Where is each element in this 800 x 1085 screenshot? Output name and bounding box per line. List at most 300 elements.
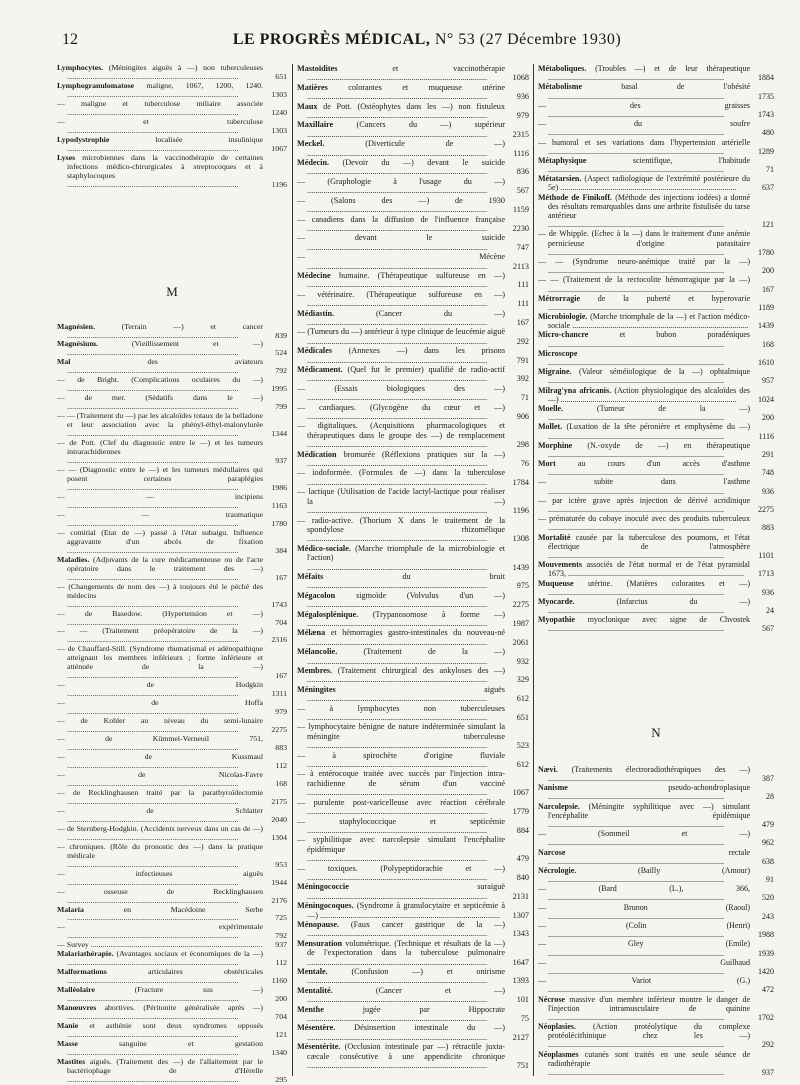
entry-text: — de Schlatter [57, 806, 263, 815]
index-entry [57, 645, 287, 681]
entry-page-number: 111 [517, 280, 529, 290]
entry-text: (Marche triomphale de la —) et l'action médico-sociale [548, 312, 751, 331]
entry-headword: Nécrologie. [538, 865, 577, 875]
entry-text: — de Kohler au niveau du semi-lunaire [57, 717, 263, 726]
index-entry [538, 579, 774, 597]
entry-page-number: 1610 [758, 358, 774, 367]
leader-dots: ........................................................................................ [548, 930, 724, 940]
entry-text: articulaires obstétricales [148, 968, 263, 977]
leader-dots: ........................................................................................ [67, 931, 239, 941]
index-entry [57, 118, 287, 136]
index-entry [57, 556, 287, 583]
entry-page-number: 638 [762, 856, 774, 866]
entry-headword: Menthe [297, 1004, 324, 1014]
entry-text: — prématurée du cobaye inoculé avec des produits tuberculeux [538, 514, 750, 524]
entry-page-number: 200 [762, 413, 774, 423]
leader-dots: ........................................................................................ [307, 393, 488, 403]
entry-headword: Mortalité [538, 532, 571, 542]
entry-text: — — traumatique [57, 510, 263, 519]
index-entry [538, 422, 774, 440]
leader-dots: ........................................................................................ [67, 617, 239, 627]
leader-dots: ........................................................................................ [67, 1074, 239, 1084]
index-entry [538, 404, 774, 422]
entry-headword: Manœuvres [57, 1004, 97, 1013]
entry-page-number: 479 [762, 819, 774, 829]
entry-page-number: 953 [275, 859, 287, 869]
entry-page-number: 71 [766, 165, 774, 175]
leader-dots: ........................................................................................ [307, 129, 488, 139]
entry-text: — à entérocoque traitée avec succès par l'injection intra-rachidienne de sérum d'un vacciné [297, 769, 505, 788]
entry-text: — Mécène [297, 252, 505, 262]
index-entry [57, 825, 287, 843]
entry-text: (Traitement de la —) [363, 647, 506, 657]
entry-page-number: 651 [275, 71, 287, 81]
entry-text: — de Recklinghausen traité par la parathyroïdectomie [57, 788, 263, 797]
entry-text: (Adjuvants de la cure médicamenteuse ou de l'acte opératoire dans le traitement des —) [67, 555, 263, 573]
leader-dots: ........................................................................................ [548, 165, 724, 175]
entry-text: (Traitements électroradiothérapiques des —) [571, 764, 750, 774]
leader-dots: ........................................................................................ [67, 330, 239, 340]
entry-page-number: 243 [762, 911, 774, 921]
leader-dots: ........................................................................................ [67, 545, 239, 555]
entry-text: humaine. (Thérapeutique sulfureuse en —) [339, 270, 505, 280]
entry-text: associés de l'état normal et de l'état pyramidal 1673, [548, 560, 751, 579]
entry-text: du bruit [402, 571, 505, 581]
entry-page-number: 747 [516, 242, 529, 252]
entry-page-number: 1116 [513, 148, 529, 158]
leader-dots: ........................................................................................ [307, 374, 488, 384]
entry-headword: Mélæna [297, 628, 326, 638]
index-entry [57, 735, 287, 753]
leader-dots: ........................................................................................ [307, 562, 488, 572]
entry-page-number: 792 [275, 366, 287, 376]
index-entry [57, 807, 287, 825]
leader-dots: ........................................................................................ [67, 994, 239, 1004]
entry-text: (Vieillissement et —) [131, 340, 264, 349]
entry-page-number: 791 [516, 355, 529, 365]
index-entry [57, 906, 287, 924]
entry-text: rectale [728, 847, 750, 857]
index-entry [297, 882, 529, 901]
entry-text: — de Hodgkin [57, 681, 263, 690]
leader-dots: ........................................................................................ [67, 671, 239, 681]
entry-page-number: 1289 [758, 146, 774, 156]
leader-dots: ........................................................................................ [548, 266, 724, 276]
entry-headword: Microscope [538, 348, 578, 358]
entry-text: — et tuberculose [57, 117, 263, 126]
index-entry [57, 511, 287, 529]
entry-text: scientifique, l'habitude [632, 155, 751, 165]
leader-dots: ........................................................................................ [307, 788, 488, 798]
leader-dots: ........................................................................................ [548, 856, 724, 866]
entry-headword: Maux [297, 101, 318, 111]
entry-page-number: 1160 [271, 976, 287, 986]
entry-headword: Métrorragie [538, 293, 581, 303]
entry-text: — — (Traitement du —) par les alcaloïdes totaux de la belladone et leur association avec la phényl-éthyl-malonylurée [57, 412, 263, 430]
leader-dots: ........................................................................................ [67, 179, 239, 189]
entry-text: — de Kussmaul [57, 753, 263, 762]
index-entry [297, 1005, 529, 1024]
entry-page-number: 112 [275, 958, 287, 968]
entry-page-number: 292 [762, 1040, 774, 1050]
index-entry [57, 493, 287, 511]
index-entry [538, 330, 774, 348]
entry-page-number: 1307 [512, 910, 529, 920]
index-entry [57, 323, 287, 341]
entry-text: (Valeur séméiologique de la —) ophtalmique [578, 367, 751, 377]
index-entry [57, 64, 287, 82]
entry-text: — devant le suicide [297, 233, 505, 243]
entry-page-number: 979 [275, 707, 287, 717]
entry-headword: Mouvements [538, 560, 582, 570]
entry-text: (Méthode des injections iodées) a donné des résultats remarquables dans une arthrite fistulisée du tarse antérieur [548, 192, 751, 220]
entry-page-number: 1944 [271, 877, 287, 887]
entry-page-number: 1240 [271, 107, 287, 117]
index-entry [297, 468, 529, 487]
entry-page-number: 480 [762, 128, 774, 138]
entry-headword: Mélancolie. [297, 647, 338, 657]
entry-page-number: 1779 [512, 807, 529, 817]
entry-headword: Médication [297, 449, 337, 459]
entry-headword: Mégalosplénique. [297, 609, 359, 619]
leader-dots: ........................................................................................ [67, 107, 239, 117]
entry-text: (Bailly (Amour) [638, 865, 750, 875]
entry-text: — comitial (Etat de —) passé à l'état subaigu. Influence aggravante d'un abcès de fixation [57, 528, 263, 546]
entry-page-number: 101 [516, 995, 529, 1005]
index-entry [57, 843, 287, 870]
entry-page-number: 2176 [271, 895, 287, 905]
entry-page-number: 1439 [758, 321, 774, 331]
entry-headword: Muqueuse [538, 578, 574, 588]
index-entry [57, 439, 287, 466]
entry-page-number: 612 [516, 760, 529, 770]
entry-page-number: 936 [762, 486, 774, 496]
entry-text: — à spirochète d'origine fluviale [297, 750, 505, 760]
leader-dots: ........................................................................................ [67, 761, 239, 770]
entry-headword: Mésentère. [297, 1023, 336, 1033]
index-entry [538, 829, 774, 847]
entry-text: volumétrique. (Technique et résultats de la —) de l'expectoration dans la tuberculose pulmonaire [307, 938, 506, 958]
entry-page-number: 936 [516, 92, 529, 102]
index-entry [297, 704, 529, 723]
index-entry [538, 496, 774, 514]
entry-headword: Métatarsien. [538, 174, 582, 184]
entry-page-number: 200 [762, 266, 774, 276]
entry-text: (Trypanosomose à forme —) [372, 609, 505, 619]
entry-text: (N.-oxyde de —) en thérapeutique [587, 440, 751, 450]
leader-dots: ........................................................................................ [307, 675, 488, 685]
index-column-middle [297, 64, 529, 1070]
index-entry [297, 544, 529, 572]
index-entry [538, 349, 774, 367]
entry-page-number: 1163 [271, 500, 287, 510]
index-entry [538, 229, 774, 257]
entry-text: — du soufre [538, 119, 750, 129]
index-entry [297, 835, 529, 863]
leader-dots: ........................................................................................ [548, 413, 724, 423]
leader-dots: ........................................................................................ [548, 468, 724, 478]
leader-dots: ........................................................................................ [67, 913, 239, 923]
entry-text: (Traitement chirurgical des ankyloses des —) [337, 666, 505, 675]
leader-dots: ........................................................................................ [67, 384, 239, 394]
leader-dots: ........................................................................................ [307, 600, 488, 610]
entry-page-number: 651 [516, 713, 529, 723]
index-entry [57, 82, 287, 100]
index-entry [297, 798, 529, 817]
entry-page-number: 1884 [758, 73, 774, 83]
leader-dots: ........................................................................................ [548, 911, 724, 921]
leader-dots: ........................................................................................ [67, 976, 239, 986]
entry-page-number: 840 [516, 872, 529, 882]
index-entry [297, 986, 529, 1005]
entry-text: Désinsertion intestinale du —) [354, 1023, 506, 1033]
entry-text: — des graisses [538, 100, 750, 110]
index-entry [538, 533, 774, 561]
index-entry [297, 751, 529, 770]
index-entry [297, 516, 529, 544]
index-entry [57, 941, 287, 950]
entry-page-number: 725 [275, 913, 287, 923]
leader-dots: ........................................................................................ [67, 778, 239, 788]
entry-page-number: 2131 [512, 891, 529, 901]
entry-text: — osseuse de Recklinghausen [57, 887, 263, 896]
entry-page-number: 1196 [512, 506, 529, 516]
index-entry [57, 376, 287, 394]
entry-page-number: 1304 [271, 832, 287, 842]
leader-dots: ........................................................................................ [307, 807, 488, 817]
index-column-left [57, 64, 287, 1085]
leader-dots: ........................................................................................ [307, 92, 488, 102]
index-entry [297, 327, 529, 346]
index-entry [57, 394, 287, 412]
leader-dots: ........................................................................................ [548, 73, 724, 83]
entry-text: (Aspect radiologique de l'extrémité postérieure du 5e) [548, 174, 751, 193]
entry-page-number: 1743 [758, 109, 774, 119]
index-entry [297, 450, 529, 469]
section-spacer [538, 743, 774, 765]
leader-dots: ........................................................................................ [548, 893, 724, 903]
leader-dots: ........................................................................................ [548, 302, 724, 312]
leader-dots: ........................................................................................ [307, 506, 488, 516]
index-entry [297, 102, 529, 121]
index-entry [538, 1050, 774, 1078]
index-entry [297, 365, 529, 384]
entry-text: — de Bright. (Complications oculaires du —) [57, 376, 263, 385]
entry-page-number: 1303 [271, 125, 287, 135]
entry-text: (Annexes —) dans les prisons [348, 346, 506, 356]
index-entry [297, 196, 529, 215]
issue-info: N° 53 (27 Décembre 1930) [434, 31, 622, 48]
entry-headword: Mal [57, 358, 71, 367]
section-letter: M [166, 283, 178, 299]
entry-headword: Mastites [57, 1057, 86, 1066]
entry-headword: Médecine [297, 270, 331, 280]
entry-headword: Narcolepsie. [538, 801, 580, 811]
journal-name: LE PROGRÈS MÉDICAL, [232, 31, 431, 48]
entry-text: — de mer. (Sédatifs dans le —) [57, 394, 263, 403]
entry-headword: Matières [297, 82, 328, 92]
leader-dots: ........................................................................................ [307, 995, 488, 1005]
entry-headword: Mensuration [297, 938, 343, 948]
entry-text: (Action physiologique des alcaloïdes des —) [548, 385, 750, 404]
entry-page-number: 1713 [758, 569, 774, 579]
index-entry [538, 138, 774, 156]
entry-text: en Macédoine Serbe [123, 905, 263, 914]
index-entry [297, 421, 529, 449]
entry-page-number: 2275 [271, 725, 287, 735]
entry-page-number: 979 [516, 111, 529, 121]
index-entry [57, 100, 287, 118]
entry-page-number: 567 [762, 624, 774, 634]
entry-headword: Masse [57, 1040, 78, 1049]
index-entry [57, 968, 287, 986]
entry-text: basal de l'obésité [621, 82, 751, 92]
index-entry [538, 64, 774, 82]
entry-headword: Méningococcie [297, 882, 349, 892]
entry-page-number: 76 [520, 459, 529, 469]
index-entry [57, 154, 287, 190]
leader-dots: ........................................................................................ [67, 71, 239, 81]
entry-headword: Médecin. [297, 158, 330, 168]
entry-headword: Méningites [297, 684, 336, 694]
leader-dots: ........................................................................................ [67, 1030, 239, 1040]
entry-text: — de Basedow. (Hypertension et —) [57, 609, 263, 618]
index-entry [538, 958, 774, 976]
index-entry [538, 848, 774, 866]
entry-page-number: 1303 [271, 89, 287, 99]
leader-dots: ........................................................................................ [67, 143, 239, 153]
leader-dots: ........................................................................................ [67, 707, 239, 717]
entry-text: utérine. (Matières colorantes et —) [588, 578, 750, 588]
leader-dots: ........................................................................................ [67, 572, 239, 582]
entry-text: — (Sommeil et —) [538, 829, 750, 839]
index-entry [57, 466, 287, 493]
entry-text: — (Tumeurs du —) antérieur à type clinique de leucémie aiguë [297, 327, 505, 337]
entry-text: au cours d'un accès d'asthme [577, 459, 751, 469]
entry-text: sigmoïde (Volvulus d'un —) [356, 590, 506, 600]
entry-headword: Médico-sociale. [297, 543, 351, 553]
leader-dots: ........................................................................................ [67, 743, 239, 753]
leader-dots: ........................................................................................ [67, 402, 239, 412]
leader-dots: ........................................................................................ [548, 486, 724, 496]
entry-headword: Médicales [297, 346, 333, 356]
entry-page-number: 167 [275, 671, 287, 681]
entry-text: — Variot (G.) [538, 976, 750, 986]
entry-headword: Lymphocytes. [57, 64, 104, 72]
entry-page-number: 1311 [271, 689, 287, 699]
entry-text: — de Kümmel-Verneuil 751, [57, 735, 263, 744]
entry-headword: Métaphysique [538, 155, 587, 165]
entry-headword: Lyses [57, 153, 76, 162]
leader-dots: ........................................................................................ [67, 348, 239, 358]
index-entry [538, 459, 774, 477]
index-entry [297, 290, 529, 309]
entry-page-number: 1735 [758, 91, 774, 101]
index-entry [297, 120, 529, 139]
entry-headword: Malariathérapie. [57, 950, 114, 959]
leader-dots: ........................................................................................ [307, 459, 488, 469]
entry-page-number: 1340 [271, 1048, 287, 1057]
entry-page-number: 975 [516, 581, 529, 591]
column-divider [533, 64, 534, 1076]
entry-page-number: 112 [275, 761, 287, 770]
index-entry [297, 64, 529, 83]
leader-dots: ........................................................................................ [307, 412, 488, 422]
entry-page-number: 1101 [758, 550, 774, 560]
leader-dots: ........................................................................................ [88, 941, 263, 950]
leader-dots: ........................................................................................ [307, 760, 488, 770]
entry-text: massive d'un membre inférieur montre le danger de l'injection intramusculaire de quinine [548, 994, 751, 1013]
entry-page-number: 28 [766, 792, 774, 802]
leader-dots: ........................................................................................ [307, 355, 488, 365]
entry-text: — — incipiens [57, 492, 263, 501]
leader-dots: ........................................................................................ [307, 534, 488, 544]
leader-dots: ........................................................................................ [67, 814, 239, 824]
entry-page-number: 168 [275, 778, 287, 788]
index-entry [538, 441, 774, 459]
entry-page-number: 1995 [271, 384, 287, 394]
entry-page-number: 2275 [512, 600, 529, 610]
entry-headword: Mollet. [538, 422, 563, 432]
entry-text: causée par la tuberculose des poumons, et l'état électrique de l'atmosphère [548, 532, 751, 551]
entry-page-number: 387 [762, 774, 774, 783]
leader-dots: ........................................................................................ [548, 985, 724, 995]
entry-page-number: 1988 [758, 930, 774, 940]
index-entry [297, 384, 529, 403]
leader-dots: ........................................................................................ [67, 518, 239, 528]
entry-text: — radio-active. (Thorium X dans le traitement de la spondylose rhizomélique [297, 515, 505, 534]
entry-text: cutanés sont traités en une seule séance de radiothérapie [548, 1049, 751, 1068]
entry-text: et vaccinothérapie [392, 64, 505, 73]
leader-dots: ........................................................................................ [67, 877, 239, 887]
entry-page-number: 836 [516, 167, 529, 177]
index-entry [538, 514, 774, 532]
entry-headword: Néoplasies. [538, 1022, 576, 1032]
entry-headword: Magnésium. [57, 340, 98, 349]
index-entry [57, 789, 287, 807]
entry-page-number: 1780 [271, 518, 287, 528]
index-entry [297, 1042, 529, 1070]
entry-headword: Myocarde. [538, 596, 575, 606]
leader-dots: ........................................................................................ [307, 440, 488, 450]
leader-dots: ........................................................................................ [307, 223, 488, 233]
leader-dots: ........................................................................................ [548, 838, 724, 848]
leader-dots: ........................................................................................ [307, 111, 488, 121]
entry-page-number: 329 [516, 675, 529, 685]
entry-page-number: 520 [762, 893, 774, 903]
entry-text: (Confusion —) et onirisme [351, 967, 505, 976]
entry-page-number: 1702 [758, 1012, 774, 1022]
entry-headword: Migraine. [538, 367, 572, 377]
index-entry [297, 487, 529, 515]
entry-page-number: 612 [516, 694, 529, 704]
leader-dots: ........................................................................................ [548, 875, 724, 885]
leader-dots: ........................................................................................ [548, 606, 724, 616]
leader-dots: ........................................................................................ [307, 929, 488, 939]
leader-dots: ........................................................................................ [307, 1014, 488, 1024]
entry-text: (Tumeur de la —) [596, 403, 750, 413]
entry-headword: Mentale. [297, 967, 328, 976]
entry-headword: Nécrose [538, 994, 565, 1004]
index-entry [297, 572, 529, 591]
index-entry [57, 358, 287, 376]
leader-dots: ........................................................................................ [307, 741, 488, 751]
entry-text: — lymphocytaire bénigne de nature indéterminée simulant la méningite tuberculeuse [297, 722, 505, 741]
entry-page-number: 392 [516, 374, 529, 384]
entry-text: — de Sternberg-Hodgkin. (Accidents nerveux dans un cas de —) [57, 824, 263, 833]
leader-dots: ........................................................................................ [67, 859, 239, 869]
entry-headword: Moelle. [538, 403, 564, 413]
